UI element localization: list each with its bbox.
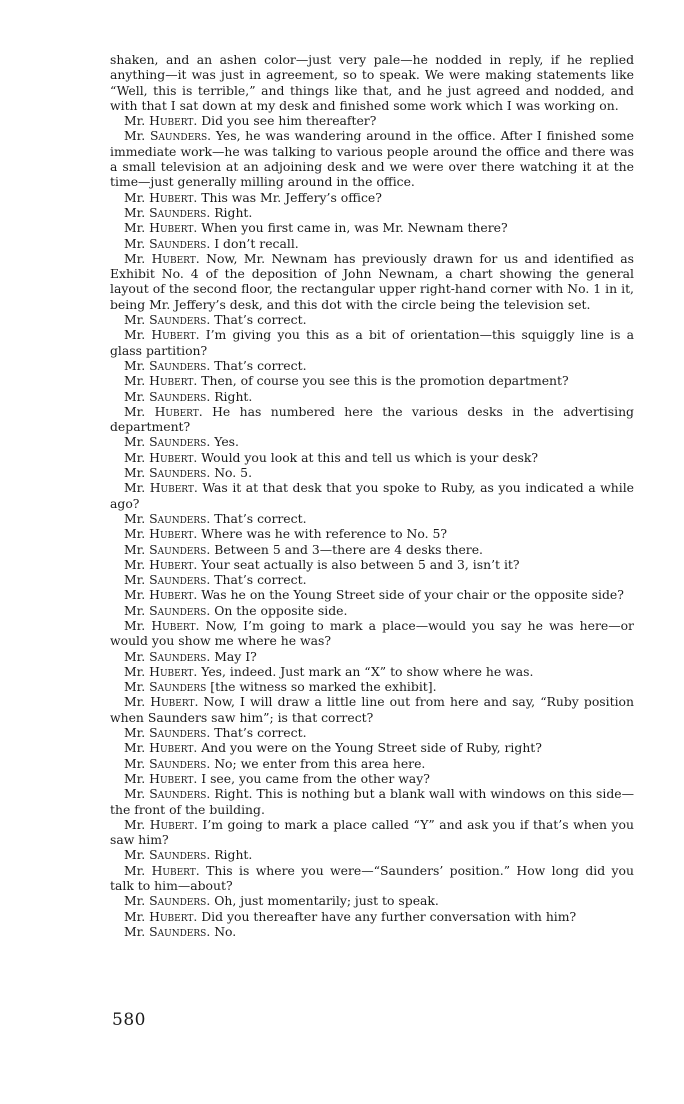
speaker-title: Mr. — [124, 204, 146, 220]
testimony-turn — [110, 557, 634, 572]
speaker-title: Mr. — [124, 128, 146, 144]
speaker-title: Mr. — [124, 786, 146, 802]
speaker-title: Mr. — [124, 572, 146, 588]
utterance-text: That’s correct. — [214, 510, 307, 526]
utterance-text: He has numbered here the various desks in the advertising department? — [110, 403, 634, 435]
testimony-turn — [110, 893, 634, 908]
utterance-text: Where was he with reference to No. 5? — [201, 526, 447, 542]
speaker-title: Mr. — [124, 816, 146, 832]
utterance-text: May I? — [214, 648, 257, 664]
testimony-turn — [110, 909, 634, 924]
speaker-title: Mr. — [124, 541, 146, 557]
speaker-name: Saunders. — [149, 434, 211, 450]
speaker-name: Hubert. — [149, 220, 198, 236]
testimony-turn — [110, 771, 634, 786]
speaker-name: Saunders. — [149, 312, 211, 328]
speaker-title: Mr. — [124, 113, 146, 129]
speaker-title: Mr. — [124, 556, 146, 572]
testimony-turn — [110, 389, 634, 404]
utterance-text: Right. — [214, 204, 253, 220]
utterance-text: Yes, he was wandering around in the office. After I finished some immediate work—he was talking to various people around the office and there was a small television at an adjoining desk and we were over there watching it at the time—just generally milling around in the office. — [110, 128, 634, 190]
speaker-title: Mr. — [124, 923, 146, 939]
testimony-turn — [110, 679, 634, 694]
utterance-text: Right. — [214, 847, 253, 863]
testimony-turn — [110, 358, 634, 373]
utterance-text: Now, I’m going to mark a place—would you say he was here—or would you show me where he was? — [110, 617, 634, 649]
speaker-name: Hubert. — [151, 862, 200, 878]
utterance-text: And you were on the Young Street side of Ruby, right? — [201, 740, 542, 756]
speaker-title: Mr. — [124, 602, 146, 618]
utterance-text: I don’t recall. — [214, 235, 299, 251]
speaker-name: Hubert. — [149, 373, 198, 389]
testimony-turn — [110, 205, 634, 220]
testimony-turn — [110, 236, 634, 251]
utterance-text: Now, Mr. Newnam has previously drawn for us and identified as Exhibit No. 4 of the deposition of John Newnam, a chart showing the general layout of the second floor, the rectangular upper right-hand corner with No. 1 in it, being Mr. Jeffery’s desk, and this dot with the circle being the television set. — [110, 250, 634, 312]
testimony-turn — [110, 113, 634, 128]
speaker-name: Saunders. — [149, 847, 211, 863]
opening-paragraph: shaken, and an ashen color—just very pale—he nodded in reply, if he replied anything—it was just in agreement, so to speak. We were making statements like “Well, this is terrible,” and things like that, and he just agreed and nodded, and with that I sat down at my desk and finished some work which I was working on. — [110, 52, 634, 113]
speaker-title: Mr. — [124, 312, 146, 328]
speaker-title: Mr. — [124, 449, 146, 465]
utterance-text: I see, you came from the other way? — [201, 770, 430, 786]
utterance-text: Now, I will draw a little line out from here and say, “Ruby position when Saunders saw him”; is that correct? — [110, 694, 634, 725]
utterance-text: This was Mr. Jeffery’s office? — [201, 189, 382, 205]
speaker-title: Mr. — [124, 648, 146, 664]
utterance-text: Between 5 and 3—there are 4 desks there. — [214, 541, 483, 557]
speaker-title: Mr. — [124, 373, 146, 389]
speaker-title: Mr. — [124, 663, 146, 679]
speaker-title: Mr. — [124, 755, 146, 771]
testimony-turn — [110, 649, 634, 664]
speaker-name: Hubert. — [150, 694, 199, 710]
speaker-name: Saunders. — [149, 465, 211, 481]
speaker-title: Mr. — [124, 862, 146, 878]
speaker-title: Mr. — [124, 770, 146, 786]
utterance-text: Yes, indeed. Just mark an “X” to show where he was. — [201, 663, 534, 679]
testimony-turn — [110, 786, 634, 817]
testimony-turn — [110, 725, 634, 740]
testimony-turn — [110, 542, 634, 557]
utterance-text: Right. — [214, 388, 253, 404]
speaker-title: Mr. — [124, 388, 146, 404]
testimony-turn — [110, 587, 634, 602]
speaker-title: Mr. — [124, 403, 146, 419]
speaker-name: Hubert. — [151, 250, 200, 266]
utterance-text: That’s correct. — [214, 725, 307, 741]
testimony-turn — [110, 511, 634, 526]
speaker-title: Mr. — [124, 908, 146, 924]
testimony-turn — [110, 312, 634, 327]
testimony-turn — [110, 526, 634, 541]
utterance-text: On the opposite side. — [214, 602, 348, 618]
speaker-name: Saunders. — [149, 755, 211, 771]
testimony-turn — [110, 664, 634, 679]
speaker-name: Hubert. — [151, 327, 200, 343]
speaker-name: Hubert. — [149, 449, 198, 465]
utterance-text: That’s correct. — [214, 572, 307, 588]
speaker-name: Hubert. — [151, 617, 200, 633]
testimony-turn — [110, 572, 634, 587]
page-number: 580 — [112, 1010, 146, 1030]
speaker-title: Mr. — [124, 694, 146, 710]
speaker-name: Hubert. — [149, 587, 198, 603]
speaker-title: Mr. — [124, 220, 146, 236]
testimony-turn — [110, 327, 634, 358]
speaker-name: Saunders. — [149, 893, 211, 909]
speaker-name: Saunders. — [149, 388, 211, 404]
utterance-text: Yes. — [214, 434, 239, 450]
speaker-name: Hubert. — [154, 403, 203, 419]
utterance-text: Was he on the Young Street side of your chair or the opposite side? — [201, 587, 624, 603]
speaker-name: Hubert. — [149, 480, 198, 496]
utterance-text: No. 5. — [214, 465, 253, 481]
utterance-text: [the witness so marked the exhibit]. — [210, 679, 437, 695]
speaker-title: Mr. — [124, 740, 146, 756]
testimony-turn — [110, 434, 634, 449]
speaker-title: Mr. — [124, 847, 146, 863]
utterance-text: Would you look at this and tell us which is your desk? — [201, 449, 539, 465]
utterance-text: Then, of course you see this is the promotion department? — [201, 373, 569, 389]
testimony-turn — [110, 618, 634, 649]
testimony-turn — [110, 220, 634, 235]
speaker-title: Mr. — [124, 434, 146, 450]
speaker-title: Mr. — [124, 189, 146, 205]
speaker-title: Mr. — [124, 893, 146, 909]
utterance-text: I’m giving you this as a bit of orientation—this squiggly line is a glass partition? — [110, 327, 634, 358]
speaker-name: Saunders. — [149, 648, 211, 664]
utterance-text: Oh, just momentarily; just to speak. — [214, 893, 439, 909]
testimony-turn — [110, 740, 634, 755]
speaker-name: Saunders. — [149, 923, 211, 939]
utterance-text: Was it at that desk that you spoke to Ruby, as you indicated a while ago? — [110, 480, 634, 511]
speaker-name: Hubert. — [149, 556, 198, 572]
speaker-name: Hubert. — [149, 526, 198, 542]
testimony-turn — [110, 450, 634, 465]
utterance-text: That’s correct. — [214, 312, 307, 328]
testimony-turn — [110, 190, 634, 205]
testimony-turns — [110, 113, 634, 939]
utterance-text: No. — [214, 923, 237, 939]
speaker-name: Saunders. — [149, 541, 211, 557]
speaker-title: Mr. — [124, 679, 146, 695]
testimony-turn — [110, 128, 634, 189]
testimony-turn — [110, 756, 634, 771]
testimony-turn — [110, 404, 634, 435]
speaker-name: Saunders. — [149, 510, 211, 526]
speaker-name: Hubert. — [149, 189, 198, 205]
utterance-text: Right. This is nothing but a blank wall with windows on this side—the front of the building. — [110, 786, 634, 817]
speaker-title: Mr. — [124, 235, 146, 251]
speaker-name: Saunders. — [149, 602, 211, 618]
speaker-name: Hubert. — [149, 663, 198, 679]
testimony-turn — [110, 480, 634, 511]
speaker-name: Saunders. — [149, 357, 211, 373]
speaker-title: Mr. — [124, 617, 146, 633]
speaker-name: Saunders. — [149, 204, 211, 220]
utterance-text: When you first came in, was Mr. Newnam there? — [201, 220, 508, 236]
speaker-name: Hubert. — [149, 113, 198, 129]
speaker-name: Hubert. — [149, 816, 198, 832]
speaker-name: Saunders. — [149, 725, 211, 741]
utterance-text: This is where you were—“Saunders’ position.” How long did you talk to him—about? — [110, 862, 634, 894]
testimony-turn — [110, 603, 634, 618]
speaker-name: Hubert. — [149, 770, 198, 786]
testimony-turn — [110, 251, 634, 312]
speaker-title: Mr. — [124, 327, 146, 343]
testimony-turn — [110, 465, 634, 480]
testimony-turn — [110, 373, 634, 388]
transcript-page — [110, 52, 634, 939]
speaker-title: Mr. — [124, 725, 146, 741]
utterance-text: Did you thereafter have any further conversation with him? — [201, 908, 577, 924]
speaker-name: Saunders — [149, 679, 207, 695]
speaker-name: Saunders. — [149, 786, 211, 802]
utterance-text: That’s correct. — [214, 357, 307, 373]
utterance-text: Your seat actually is also between 5 and 3, isn’t it? — [201, 556, 520, 572]
testimony-turn — [110, 694, 634, 725]
speaker-title: Mr. — [124, 480, 146, 496]
speaker-title: Mr. — [124, 357, 146, 373]
speaker-title: Mr. — [124, 510, 146, 526]
speaker-title: Mr. — [124, 465, 146, 481]
speaker-title: Mr. — [124, 526, 146, 542]
utterance-text: I’m going to mark a place called “Y” and ask you if that’s when you saw him? — [110, 816, 634, 848]
testimony-turn — [110, 817, 634, 848]
testimony-turn — [110, 863, 634, 894]
testimony-turn — [110, 924, 634, 939]
speaker-title: Mr. — [124, 250, 146, 266]
speaker-name: Hubert. — [149, 908, 198, 924]
speaker-name: Saunders. — [149, 572, 211, 588]
testimony-turn — [110, 847, 634, 862]
utterance-text: No; we enter from this area here. — [214, 755, 426, 771]
speaker-title: Mr. — [124, 587, 146, 603]
speaker-name: Saunders. — [149, 235, 211, 251]
speaker-name: Hubert. — [149, 740, 198, 756]
utterance-text: Did you see him thereafter? — [201, 113, 377, 129]
speaker-name: Saunders. — [149, 128, 212, 144]
